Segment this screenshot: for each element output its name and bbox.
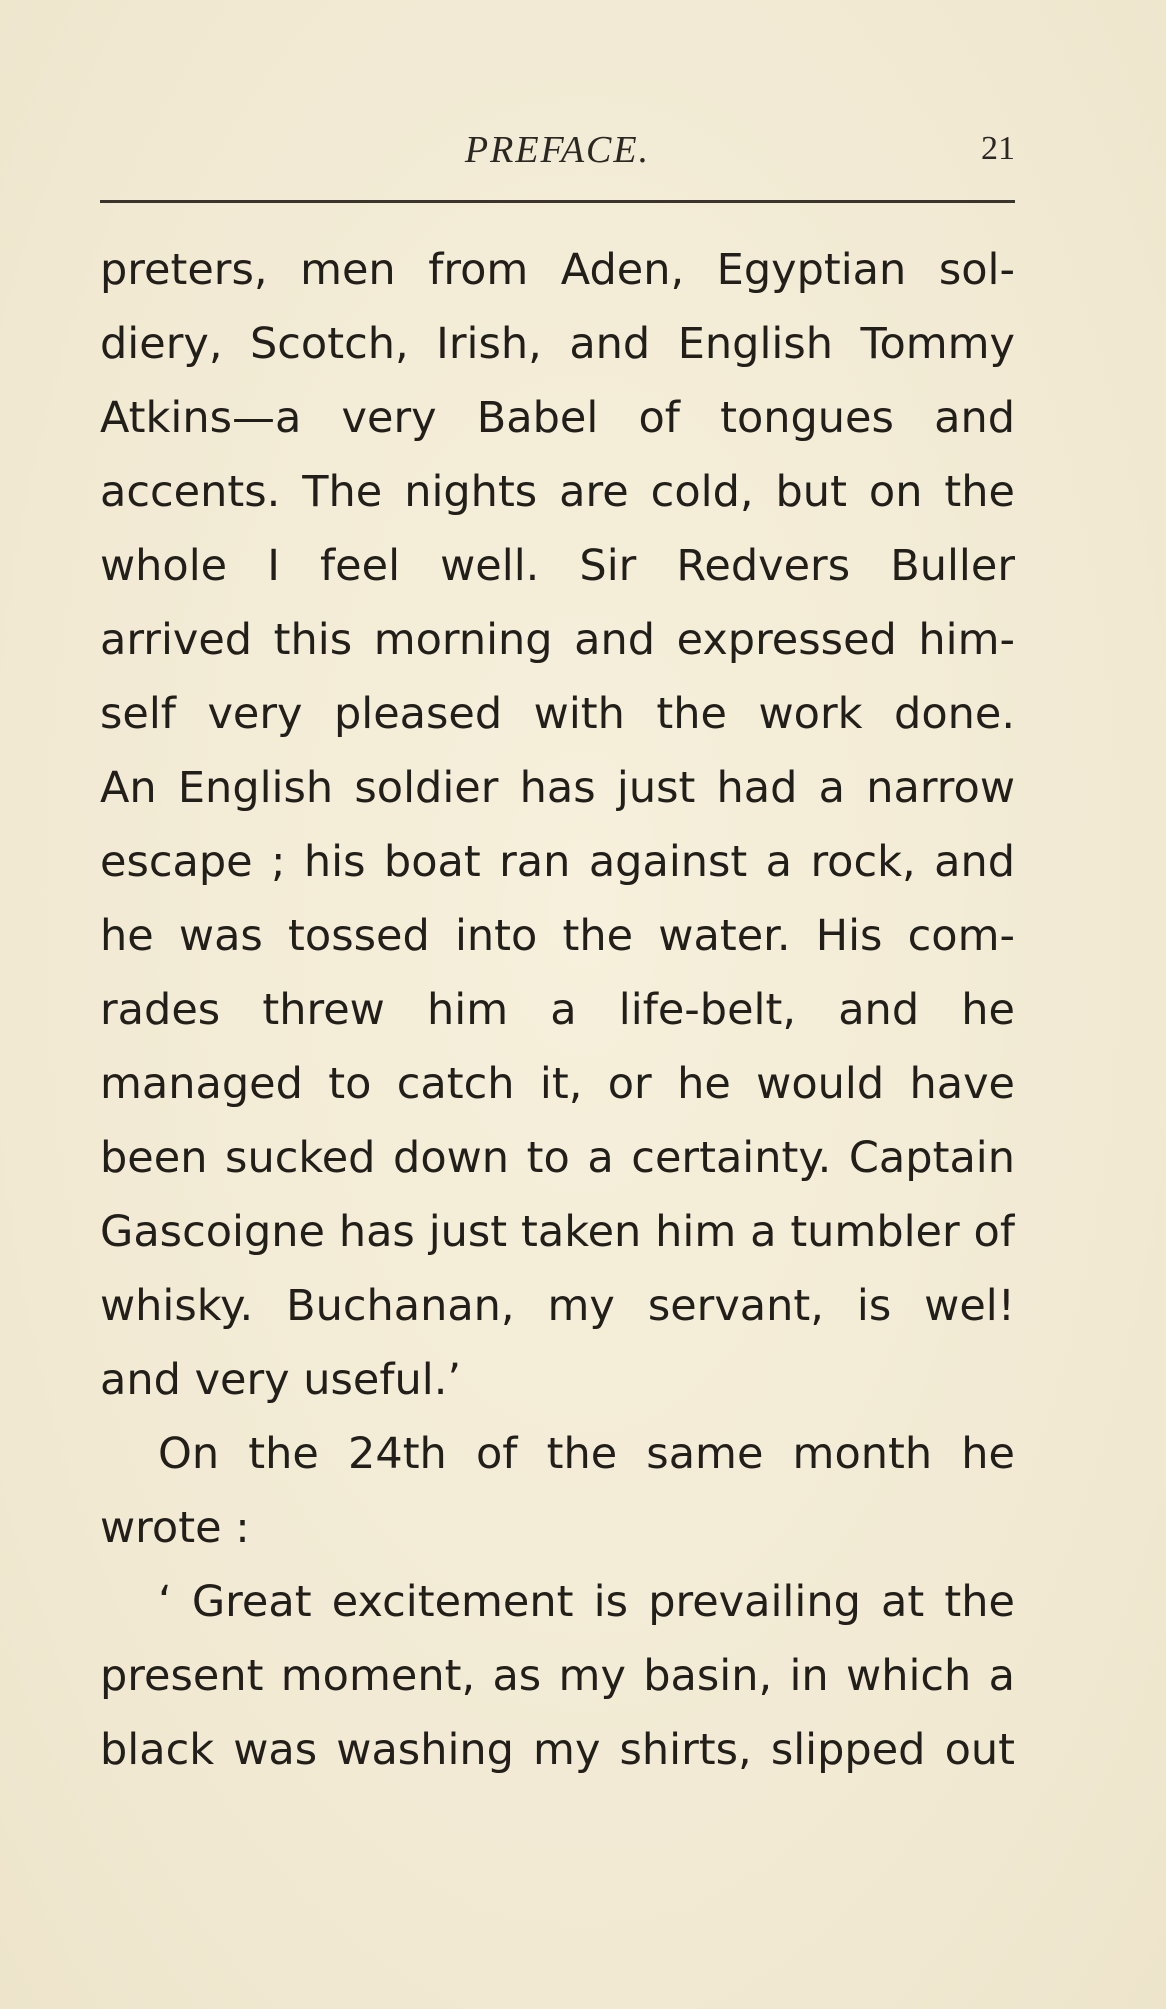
text-line: Atkins—a very Babel of tongues and	[100, 393, 1015, 443]
text-line: preters, men from Aden, Egyptian sol-	[100, 245, 1015, 295]
body-text	[100, 233, 1015, 1787]
text-line: been sucked down to a certainty. Captain	[100, 1133, 1015, 1183]
text-line: self very pleased with the work done.	[100, 689, 1015, 739]
text-line: he was tossed into the water. His com-	[100, 911, 1015, 961]
text-line: whole I feel well. Sir Redvers Buller	[100, 541, 1015, 591]
text-line: managed to catch it, or he would have	[100, 1059, 1015, 1109]
text-line: arrived this morning and expressed him-	[100, 615, 1015, 665]
text-line: present moment, as my basin, in which a	[100, 1651, 1015, 1701]
text-line: and very useful.’	[100, 1355, 462, 1405]
text-line: An English soldier has just had a narrow	[100, 763, 1015, 813]
text-line: On the 24th of the same month he	[158, 1429, 1015, 1479]
text-line: whisky. Buchanan, my servant, is wel!	[100, 1281, 1015, 1331]
text-line: rades threw him a life-belt, and he	[100, 985, 1015, 1035]
page-header	[100, 128, 1015, 188]
page-number: 21	[981, 130, 1015, 167]
text-line: escape ; his boat ran against a rock, and	[100, 837, 1015, 887]
text-line: ‘ Great excitement is prevailing at the	[158, 1577, 1015, 1627]
header-rule	[100, 200, 1015, 203]
running-title: PREFACE.	[464, 129, 651, 171]
text-line: diery, Scotch, Irish, and English Tommy	[100, 319, 1015, 369]
text-line: Gascoigne has just taken him a tumbler of	[100, 1207, 1015, 1257]
text-line: black was washing my shirts, slipped out	[100, 1725, 1015, 1775]
text-line: accents. The nights are cold, but on the	[100, 467, 1015, 517]
text-line: wrote :	[100, 1503, 250, 1553]
